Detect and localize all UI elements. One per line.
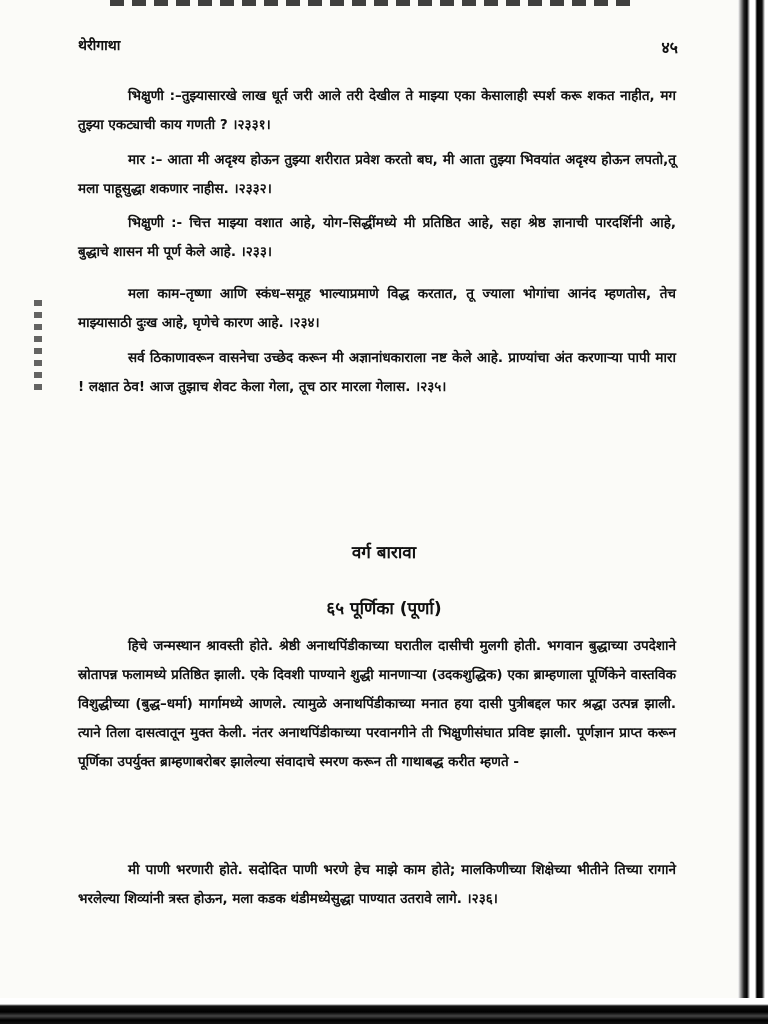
dialogue-paragraph: मला काम–तृष्णा आणि स्कंध–समूह भाल्याप्रमाणे विद्ध करतात, तू ज्याला भोगांचा आनंद म्हणतोस, तेच माझ्यासाठी दुःख आहे, घृणेचे कारण आहे. ।२३४।: [78, 286, 676, 331]
section-title: वर्ग बारावा: [351, 543, 417, 563]
intro-paragraph: हिचे जन्मस्थान श्रावस्ती होते. श्रेष्ठी अनाथपिंडीकाच्या घरातील दासीची मुलगी होती. भगवान बुद्धाच्या उपदेशाने स्रोतापन्न फलामध्ये प्रतिष्ठित झाली. एके दिवशी पाण्याने शुद्धी मानणाऱ्या (उदकशुद्धिक) एका ब्राम्हणाला पूर्णिकेने वास्तविक विशुद्धीच्या (बुद्ध–धर्मा) मार्गामध्ये आणले. त्यामुळे अनाथपिंडीकाच्या मनात हया दासी पुत्रीबद्दल फार श्रद्धा उत्पन्न झाली. त्याने तिला दासत्वातून मुक्त केली. नंतर अनाथपिंडीकाच्या परवानगीने ती भिक्षुणीसंघात प्रविष्ट झाली. पूर्णज्ञान प्राप्त करून पूर्णिका उपर्युक्त ब्राम्हणाबरोबर झालेल्या संवादाचे स्मरण करून ती गाथाबद्ध करीत म्हणते -: [78, 638, 676, 770]
book-title: थेरीगाथा: [78, 38, 121, 54]
scan-edge-bottom: [0, 998, 768, 1024]
dialogue-paragraph: सर्व ठिकाणावरून वासनेचा उच्छेद करून मी अज्ञानांधकाराला नष्ट केले आहे. प्राण्यांचा अंत करणाऱ्या पापी मारा ! लक्षात ठेव! आज तुझाच शेवट केला गेला, तूच ठार मारला गेलास. ।२३५।: [78, 350, 676, 395]
dialogue-paragraph: भिक्षुणी :–तुझ्यासारखे लाख धूर्त जरी आले तरी देखील ते माझ्या एका केसालाही स्पर्श करू शकत नाहीत, मग तुझ्या एकट्याची काय गणती ? ।२३३१।: [78, 88, 676, 133]
dialogue-paragraph: मार :– आता मी अदृश्य होऊन तुझ्या शरीरात प्रवेश करतो बघ, मी आता तुझ्या भिवयांत अदृश्य होऊन लपतो,तू मला पाहूसुद्धा शकणार नाहीस. ।२३३२।: [78, 152, 676, 197]
running-header: [78, 36, 678, 58]
scan-edge-top: [110, 0, 630, 6]
section-subtitle: ६५ पूर्णिका (पूर्णा): [326, 599, 442, 619]
verse-paragraph: मी पाणी भरणारी होते. सदोदित पाणी भरणे हेच माझे काम होते; मालकिणीच्या शिक्षेच्या भीतीने तिच्या रागाने भरलेल्या शिव्यांनी त्रस्त होऊन, मला कडक थंडीमध्येसुद्धा पाण्यात उतरावे लागे. ।२३६।: [78, 862, 676, 907]
page-number: ४५: [661, 38, 678, 57]
scan-edge-right: [738, 0, 768, 1024]
scan-edge-left: [34, 300, 42, 390]
dialogue-paragraph: भिक्षुणी :- चित्त माझ्या वशात आहे, योग–सिद्धींमध्ये मी प्रतिष्ठित आहे, सहा श्रेष्ठ ज्ञानाची पारदर्शिनी आहे, बुद्धाचे शासन मी पूर्ण केले आहे. ।२३३।: [78, 215, 676, 260]
